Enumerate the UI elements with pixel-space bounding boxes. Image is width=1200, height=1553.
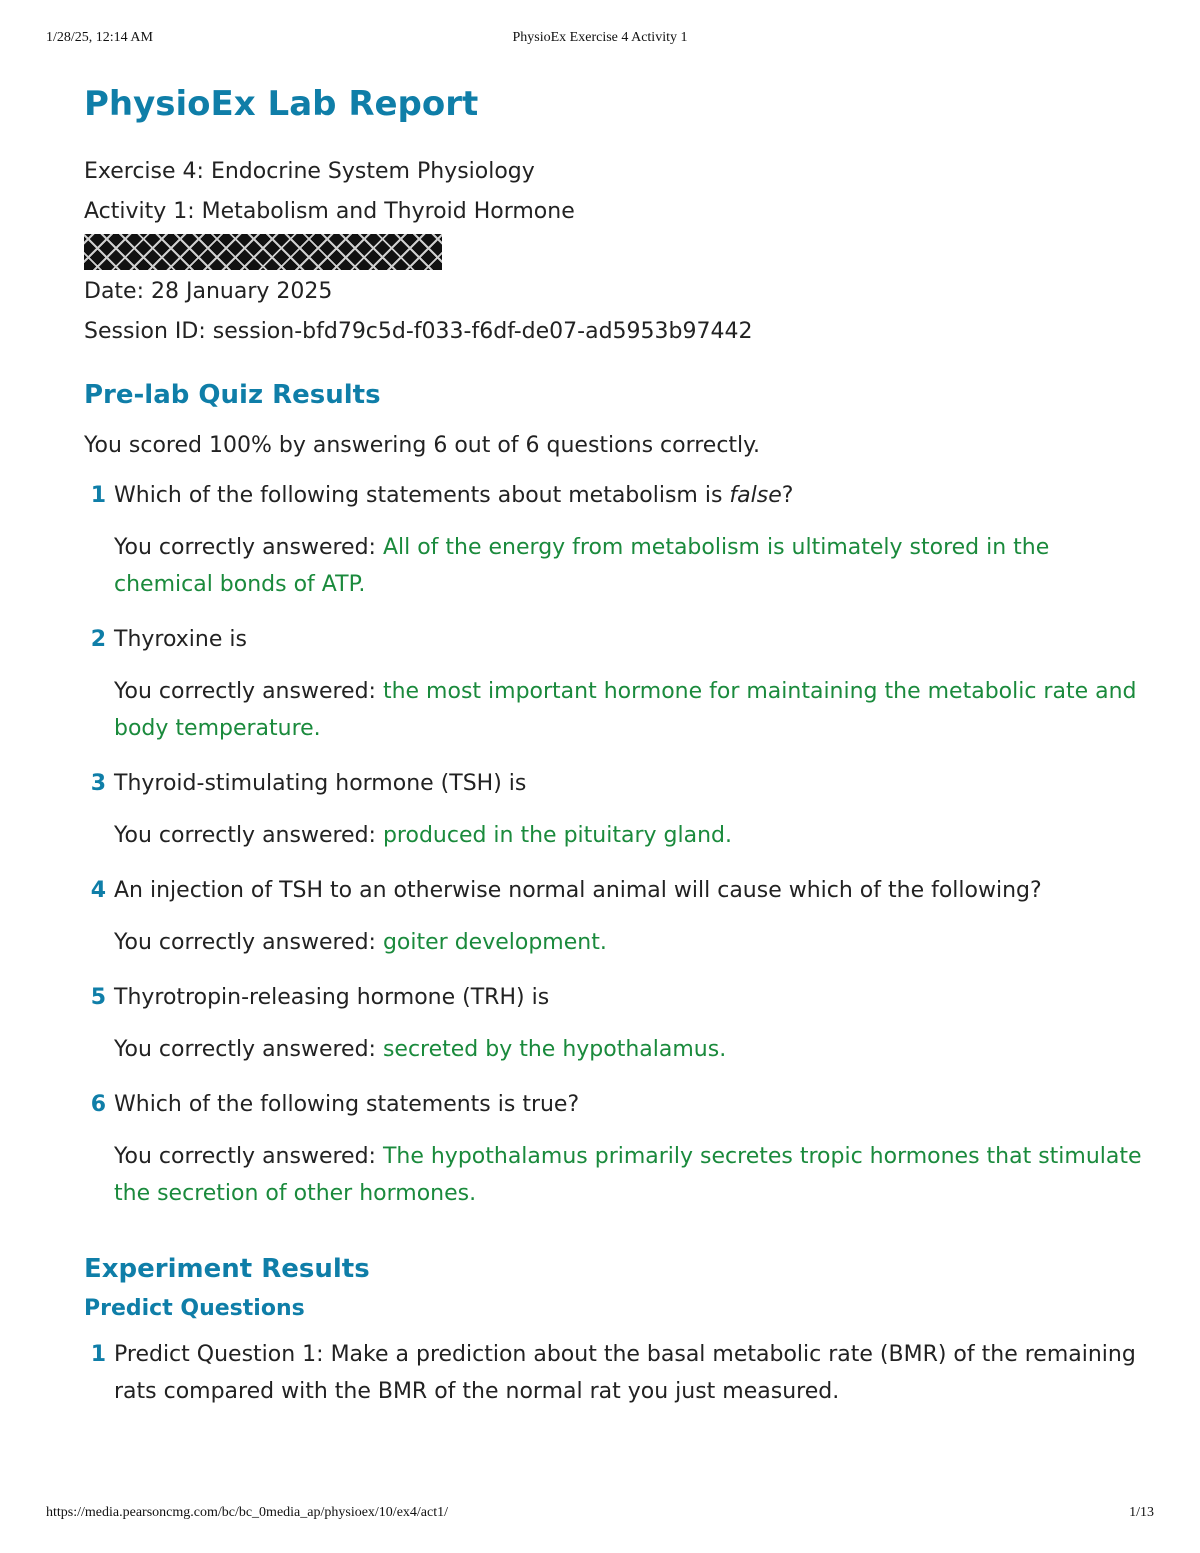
emphasis-text: false	[729, 483, 782, 508]
quiz-question	[84, 1089, 1154, 1212]
question-number: 2	[90, 627, 106, 652]
quiz-question	[84, 875, 1154, 961]
print-title: PhysioEx Exercise 4 Activity 1	[512, 30, 688, 45]
print-header	[46, 30, 1154, 50]
question-number: 6	[90, 1092, 106, 1117]
correct-answer: secreted by the hypothalamus.	[382, 1037, 727, 1062]
quiz-question	[84, 624, 1154, 747]
redacted-name-block	[84, 234, 442, 270]
predict-subheading: Predict Questions	[84, 1296, 305, 1321]
question-number: 1	[90, 1342, 106, 1367]
answer-line	[114, 529, 1154, 603]
question-text: Predict Question 1: Make a prediction about the basal metabolic rate (BMR) of the remaining rats compared with the BMR of the normal rat you just measured.	[114, 1342, 1136, 1404]
question-text: Which of the following statements about metabolism is false?	[114, 483, 794, 508]
question-text: Thyrotropin-releasing hormone (TRH) is	[114, 985, 550, 1010]
answer-prefix: You correctly answered:	[114, 535, 383, 560]
date-line: Date: 28 January 2025	[84, 279, 333, 304]
session-id-line: Session ID: session-bfd79c5d-f033-f6df-de07-ad5953b97442	[84, 319, 753, 344]
correct-answer: produced in the pituitary gland.	[382, 823, 732, 848]
question-text: Thyroxine is	[114, 627, 247, 652]
correct-answer: the most important hormone for maintaining the metabolic rate and body temperature.	[114, 679, 1137, 741]
correct-answer: The hypothalamus primarily secretes tropic hormones that stimulate the secretion of other hormones.	[114, 1144, 1142, 1206]
answer-prefix: You correctly answered:	[114, 1037, 383, 1062]
predict-question	[84, 1336, 1154, 1410]
answer-line	[114, 924, 1154, 961]
answer-prefix: You correctly answered:	[114, 930, 383, 955]
quiz-summary: You scored 100% by answering 6 out of 6 questions correctly.	[84, 433, 761, 458]
answer-prefix: You correctly answered:	[114, 1144, 383, 1169]
activity-line: Activity 1: Metabolism and Thyroid Hormone	[84, 199, 575, 224]
answer-line	[114, 1031, 1154, 1068]
prelab-heading: Pre-lab Quiz Results	[84, 380, 381, 410]
page-url: https://media.pearsoncmg.com/bc/bc_0media_ap/physioex/10/ex4/act1/	[46, 1505, 449, 1520]
experiment-heading: Experiment Results	[84, 1254, 370, 1284]
question-number: 4	[90, 878, 106, 903]
question-number: 1	[90, 483, 106, 508]
answer-line	[114, 1138, 1154, 1212]
print-footer	[46, 1505, 1154, 1525]
question-text: Thyroid-stimulating hormone (TSH) is	[114, 771, 527, 796]
question-text: An injection of TSH to an otherwise normal animal will cause which of the following?	[114, 878, 1042, 903]
correct-answer: goiter development.	[382, 930, 607, 955]
question-number: 5	[90, 985, 106, 1010]
question-number: 3	[90, 771, 106, 796]
quiz-question	[84, 480, 1154, 603]
report-title: PhysioEx Lab Report	[84, 84, 479, 124]
answer-prefix: You correctly answered:	[114, 823, 383, 848]
question-text: Which of the following statements is true?	[114, 1092, 580, 1117]
report-content	[84, 82, 1154, 1410]
answer-prefix: You correctly answered:	[114, 679, 383, 704]
print-datetime: 1/28/25, 12:14 AM	[46, 30, 153, 45]
answer-line	[114, 817, 1154, 854]
answer-line	[114, 673, 1154, 747]
page-number: 1/13	[1129, 1505, 1154, 1520]
quiz-question	[84, 982, 1154, 1068]
quiz-question	[84, 768, 1154, 854]
correct-answer: All of the energy from metabolism is ultimately stored in the chemical bonds of ATP.	[114, 535, 1050, 597]
exercise-line: Exercise 4: Endocrine System Physiology	[84, 159, 535, 184]
